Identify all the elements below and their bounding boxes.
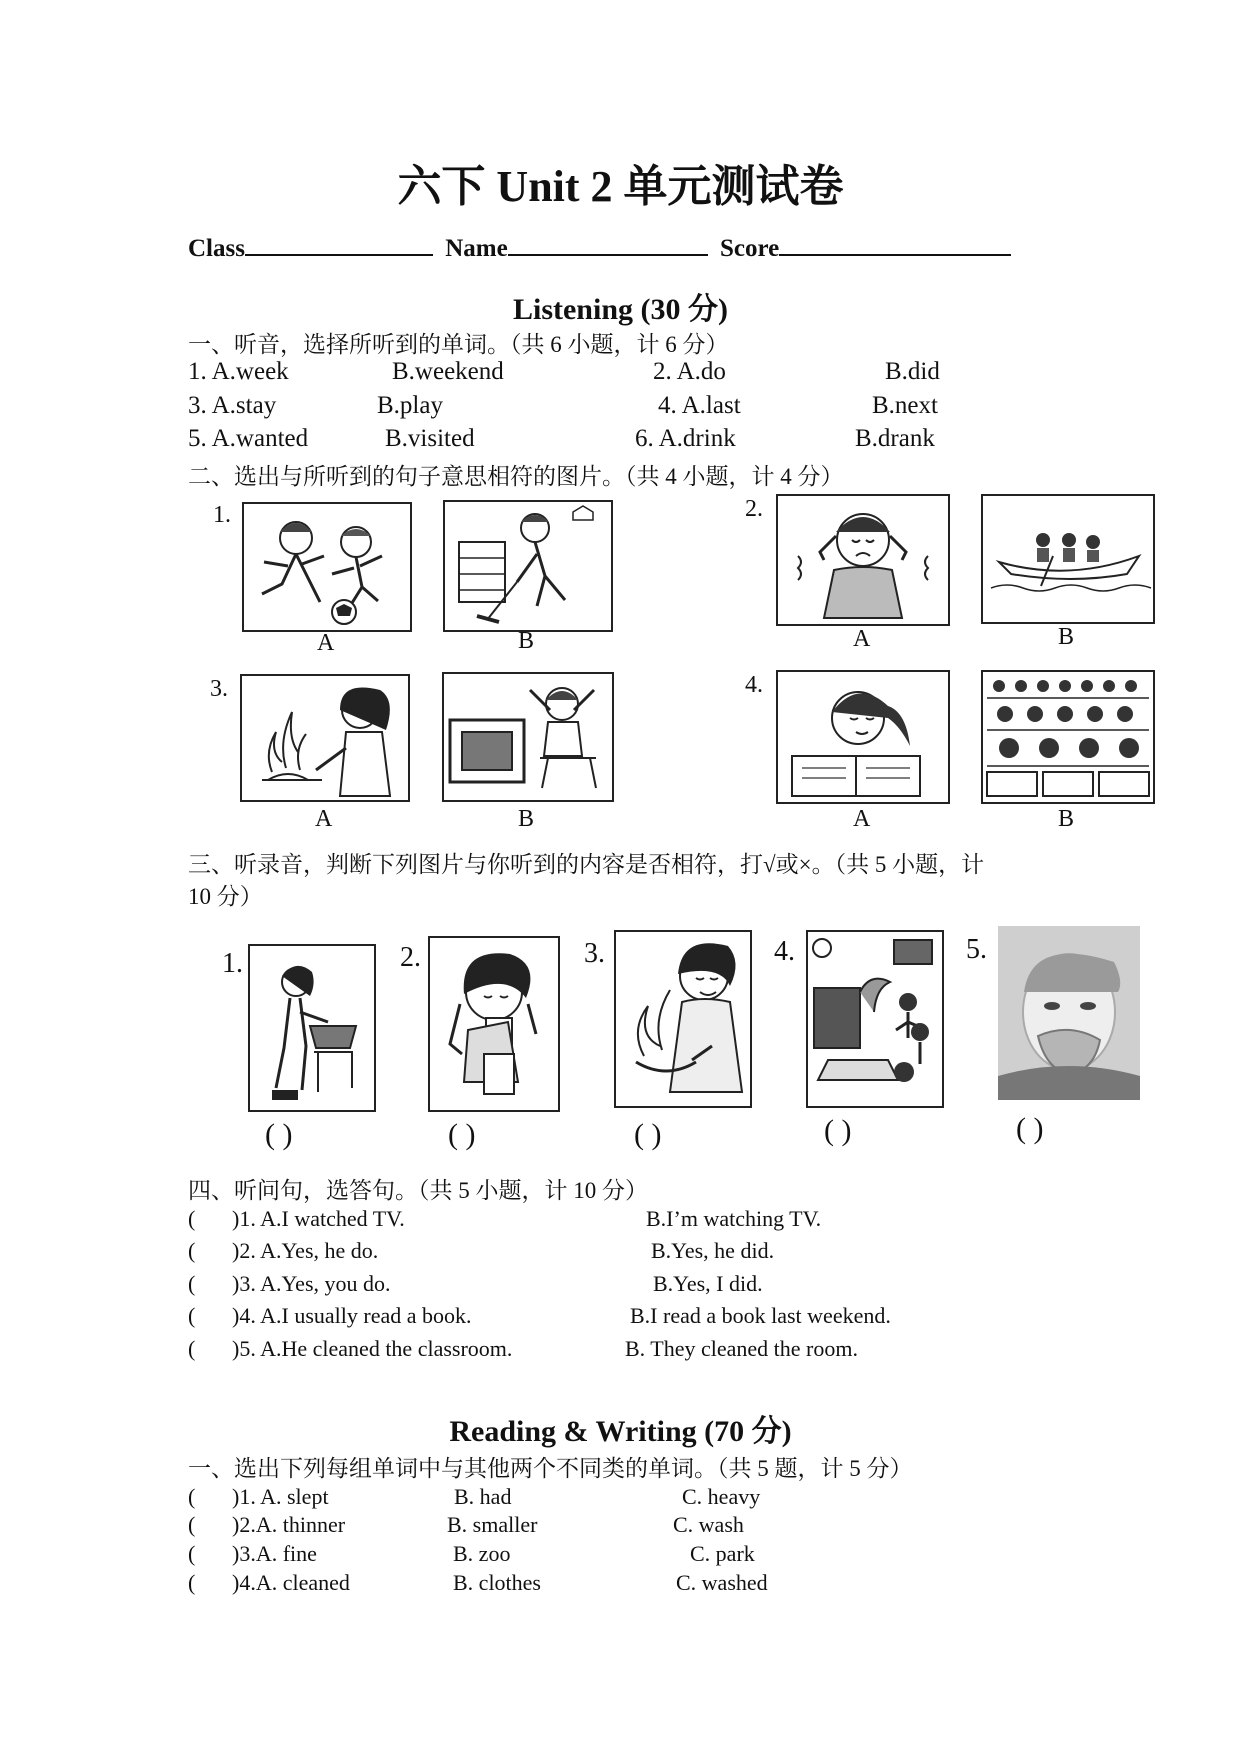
word-option: B.play: [377, 392, 443, 419]
score-blank[interactable]: [779, 232, 1011, 256]
option-letter-b: B: [518, 628, 535, 654]
answer-paren[interactable]: (: [188, 1303, 196, 1328]
children-room-illustration: [808, 932, 942, 1106]
word-option: B.next: [872, 392, 938, 419]
cooking-woman-illustration: [616, 932, 750, 1106]
question-number: 3.: [210, 676, 228, 702]
picture-girl-drinking-tea[interactable]: [428, 936, 560, 1112]
question-option-b: B. They cleaned the room.: [625, 1336, 858, 1361]
question-option-a: )4. A.I usually read a book.: [232, 1303, 472, 1328]
class-blank[interactable]: [245, 232, 433, 256]
word-option-c: C. park: [690, 1541, 755, 1566]
question-option-a: )2. A.Yes, he do.: [232, 1238, 379, 1263]
option-letter-a: A: [853, 626, 871, 652]
word-option-a: )4.A. cleaned: [232, 1570, 350, 1595]
word-option-a: )2.A. thinner: [232, 1512, 346, 1537]
question-option-b: B.Yes, I did.: [653, 1271, 763, 1296]
washing-girl-illustration: [250, 946, 374, 1110]
word-option: 3. A.stay: [188, 392, 277, 419]
answer-paren[interactable]: (: [188, 1570, 196, 1595]
option-letter-b: B: [1058, 624, 1075, 650]
question-option-a: )3. A.Yes, you do.: [232, 1271, 391, 1296]
answer-paren[interactable]: (: [188, 1271, 196, 1296]
option-letter-a: A: [317, 630, 335, 656]
question-number: 1.: [213, 502, 231, 528]
answer-paren[interactable]: (: [188, 1484, 196, 1509]
listening-part3-instruction-line2: 10 分）: [188, 884, 263, 909]
listening-part2-instruction: 二、选出与所听到的句子意思相符的图片。（共 4 小题，计 4 分）: [188, 464, 844, 489]
word-option-b: B. had: [454, 1484, 512, 1509]
question-number: 5.: [966, 934, 987, 965]
drinking-girl-illustration: [430, 938, 558, 1110]
option-letter-a: A: [853, 806, 871, 832]
picture-woman-cooking[interactable]: [614, 930, 752, 1108]
name-blank[interactable]: [508, 232, 708, 256]
tv-watching-illustration: [444, 674, 612, 800]
word-option: 6. A.drink: [635, 425, 736, 452]
picture-boy-watching-tv[interactable]: [442, 672, 614, 802]
listening-part1-instruction: 一、听音，选择所听到的单词。（共 6 小题，计 6 分）: [188, 332, 729, 357]
word-option-b: B. zoo: [453, 1541, 511, 1566]
answer-parentheses[interactable]: ( ): [1016, 1112, 1044, 1145]
name-label: Name: [445, 235, 508, 262]
word-option: 1. A.week: [188, 358, 289, 385]
cooking-girl-illustration: [242, 676, 408, 800]
crying-girl-illustration: [778, 496, 948, 624]
word-option: B.drank: [855, 425, 935, 452]
worksheet-title: 六下 Unit 2 单元测试卷: [397, 162, 844, 211]
picture-children-in-room[interactable]: [806, 930, 944, 1108]
question-option-a: )1. A.I watched TV.: [232, 1206, 405, 1231]
word-option: B.weekend: [392, 358, 504, 385]
listening-part3-instruction-line1: 三、听录音，判断下列图片与你听到的内容是否相符，打√或×。（共 5 小题，计: [188, 852, 985, 877]
answer-parentheses[interactable]: ( ): [448, 1118, 476, 1151]
picture-kids-playing-football[interactable]: [242, 502, 412, 632]
answer-parentheses[interactable]: ( ): [824, 1114, 852, 1147]
word-option-c: C. washed: [676, 1570, 768, 1595]
student-info-line: [188, 232, 1011, 263]
kids-football-illustration: [244, 504, 410, 630]
word-option-b: B. smaller: [447, 1512, 538, 1537]
answer-parentheses[interactable]: ( ): [634, 1118, 662, 1151]
reading-heading: Reading & Writing (70 分): [449, 1415, 792, 1448]
question-number: 3.: [584, 938, 605, 969]
score-label: Score: [719, 235, 780, 262]
picture-cinema-audience[interactable]: [981, 670, 1155, 804]
picture-girl-mopping-floor[interactable]: [443, 500, 613, 632]
question-number: 4.: [774, 936, 795, 967]
word-option: B.visited: [385, 425, 475, 452]
picture-girl-reading-book[interactable]: [776, 670, 950, 804]
answer-paren[interactable]: (: [188, 1206, 196, 1231]
question-option-b: B.Yes, he did.: [651, 1238, 775, 1263]
word-option: B.did: [885, 358, 940, 385]
question-number: 2.: [745, 496, 763, 522]
question-option-b: B.I’m watching TV.: [646, 1206, 822, 1231]
picture-girl-washing-clothes[interactable]: [248, 944, 376, 1112]
question-option-a: )5. A.He cleaned the classroom.: [232, 1336, 513, 1361]
answer-parentheses[interactable]: ( ): [265, 1118, 293, 1151]
option-letter-a: A: [315, 806, 333, 832]
mopping-illustration: [445, 502, 611, 630]
answer-paren[interactable]: (: [188, 1541, 196, 1566]
answer-paren[interactable]: (: [188, 1512, 196, 1537]
word-option-b: B. clothes: [453, 1570, 541, 1595]
rowing-boat-illustration: [983, 496, 1153, 622]
word-option: 2. A.do: [653, 358, 726, 385]
picture-girl-crying[interactable]: [776, 494, 950, 626]
class-label: Class: [188, 235, 245, 262]
listening-part4-instruction: 四、听问句，选答句。（共 5 小题，计 10 分）: [188, 1178, 648, 1203]
answer-paren[interactable]: (: [188, 1238, 196, 1263]
picture-girl-cooking[interactable]: [240, 674, 410, 802]
word-option: 5. A.wanted: [188, 425, 309, 452]
listening-heading: Listening (30 分): [512, 293, 728, 326]
question-option-b: B.I read a book last weekend.: [630, 1303, 891, 1328]
picture-boy-covering-mouth[interactable]: [998, 926, 1140, 1100]
boy-photo-illustration: [998, 926, 1140, 1100]
question-number: 4.: [745, 672, 763, 698]
picture-people-rowing-boat[interactable]: [981, 494, 1155, 624]
word-option-a: )1. A. slept: [232, 1484, 329, 1509]
word-option: 4. A.last: [658, 392, 741, 419]
reading-girl-illustration: [778, 672, 948, 802]
reading-part1-instruction: 一、选出下列每组单词中与其他两个不同类的单词。（共 5 题，计 5 分）: [188, 1456, 913, 1481]
option-letter-b: B: [1058, 806, 1075, 832]
word-option-c: C. wash: [673, 1512, 744, 1537]
question-number: 2.: [400, 942, 421, 973]
word-option-c: C. heavy: [682, 1484, 761, 1509]
answer-paren[interactable]: (: [188, 1336, 196, 1361]
question-number: 1.: [222, 948, 243, 979]
word-option-a: )3.A. fine: [232, 1541, 317, 1566]
option-letter-b: B: [518, 806, 535, 832]
audience-illustration: [983, 672, 1153, 802]
